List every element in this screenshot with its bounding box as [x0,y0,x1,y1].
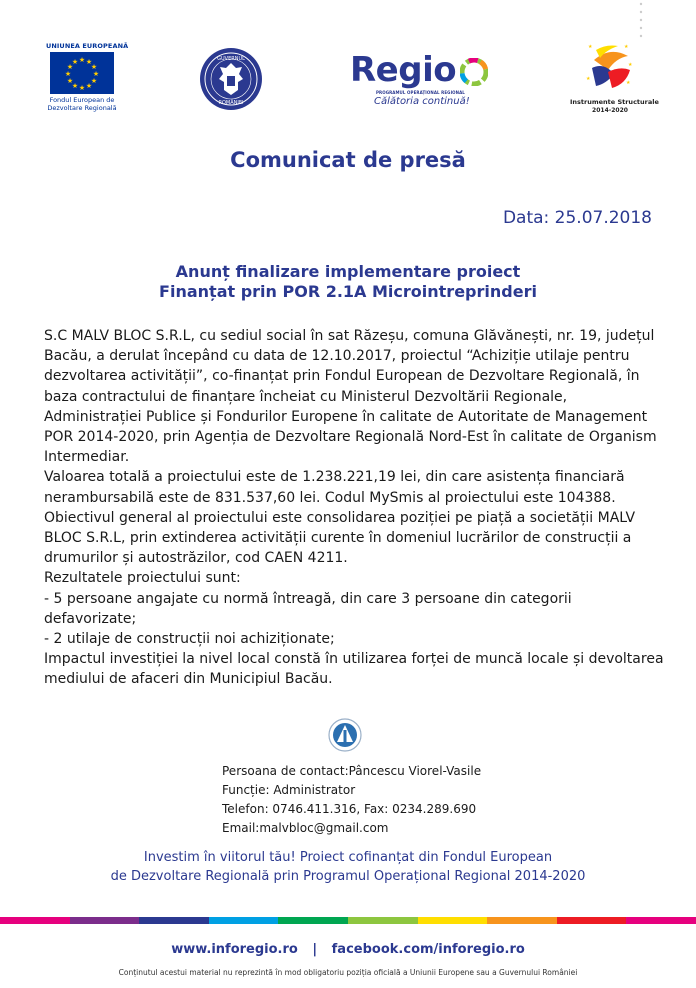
announcement-heading-line1: Anunț finalizare implementare proiect [175,262,521,281]
contact-phone: Telefon: 0746.411.316, Fax: 0234.289.690 [222,802,477,816]
contact-role: Funcție: Administrator [222,783,356,797]
paragraph-impact: Impactul investiției la nivel local constă în utilizarea forței de muncă locale și devoltarea mediului de afaceri din Municipiul Bacău. [44,651,664,688]
stripe-segment [278,917,348,924]
government-seal-top: GUVERNUL [217,56,245,62]
svg-text:★: ★ [588,44,593,50]
paragraph-result-equipment: - 2 utilaje de construcții noi achiziționate; [44,631,335,648]
regio-logo [350,52,490,110]
regio-wheel-icon [460,58,488,86]
announcement-heading-line2: Finanțat prin POR 2.1A Microintreprinderi [159,282,537,301]
stripe-segment [418,917,488,924]
regio-logo-tagline: Călătoria continuă! [374,96,470,107]
svg-text:★: ★ [628,62,633,68]
structural-instruments-label: Instrumente Structurale [570,98,659,106]
press-body [44,326,664,690]
facebook-link[interactable]: facebook.com/inforegio.ro [331,942,525,957]
svg-text:★: ★ [85,58,93,66]
svg-text:★: ★ [71,58,79,66]
svg-text:★: ★ [586,76,591,82]
stripe-segment [0,917,70,924]
eu-logo-fund-1: Fondul European de [49,96,115,104]
svg-text:★: ★ [64,70,72,78]
stripe-segment [487,917,557,924]
footer-separator: | [312,942,318,957]
footer-links [0,942,696,957]
page-title: Comunicat de presă [230,148,466,172]
stripe-segment [139,917,209,924]
svg-text:★: ★ [71,82,79,90]
svg-text:★: ★ [90,63,98,71]
funding-statement-line1: Investim în viitorul tău! Proiect cofinanțat din Fondul European [143,850,553,865]
svg-text:★: ★ [626,80,631,86]
structural-instruments-icon [586,40,634,96]
eu-logo [46,42,129,112]
color-stripe [0,917,696,924]
svg-text:★: ★ [90,77,98,85]
svg-text:★: ★ [624,44,629,50]
stripe-segment [348,917,418,924]
svg-text:★: ★ [78,56,86,64]
website-link[interactable]: www.inforegio.ro [171,942,298,957]
contact-person: Persoana de contact:Pâncescu Viorel-Vasile [222,764,482,778]
paragraph-project: S.C MALV BLOC S.R.L, cu sediul social în sat Răzeșu, comuna Glăvănești, nr. 19, județul Bacău, a derulat începând cu data de 12.10.2017, proiectul “Achiziție utilaje pentru dezvoltarea activității”, co-finanțat prin Fondul European de Dezvoltare Regională, în baza contractului de finanțare încheiat cu Ministerul Dezvoltării Regionale, Administrației Publice și Fondurilor Europene în calitate de Autoritate de Management POR 2014-2020, prin Agenția de Dezvoltare Regională Nord-Est în calitate de Organism Intermediar. [44,328,657,466]
paragraph-results-intro: Rezultatele proiectului sunt: [44,570,241,587]
regio-logo-subtitle: PROGRAMUL OPERAȚIONAL REGIONAL [376,90,465,95]
stripe-segment [70,917,140,924]
regio-logo-word: Regio [350,50,457,90]
svg-text:★: ★ [66,63,74,71]
contact-block [222,762,481,838]
stripe-segment [626,917,696,924]
stripe-segment [557,917,627,924]
eu-flag-icon [50,52,114,94]
structural-instruments-logo [570,40,659,116]
company-logo-icon [328,718,362,752]
svg-text:★: ★ [78,84,86,92]
eu-logo-fund-2: Dezvoltare Regională [47,104,117,112]
eu-logo-title: UNIUNEA EUROPEANĂ [46,42,129,50]
government-seal-icon [198,46,264,112]
structural-instruments-years: 2014-2020 [592,107,628,114]
funding-statement [0,848,696,886]
government-seal-bottom: ROMÂNIEI [218,100,244,106]
paragraph-value: Valoarea totală a proiectului este de 1.238.221,19 lei, din care asistența financiară nerambursabilă este de 831.537,60 lei. Codul MySmis al proiectului este 104388. [44,469,625,506]
funding-statement-line2: de Dezvoltare Regională prin Programul Operațional Regional 2014-2020 [110,869,586,884]
svg-text:★: ★ [92,70,100,78]
decorative-dots [638,0,644,42]
svg-text:★: ★ [85,82,93,90]
stripe-segment [209,917,279,924]
disclaimer: Conținutul acestui material nu reprezintă în mod obligatoriu poziția oficială a Uniunii Europene sau a Guvernului României [118,968,578,977]
paragraph-objective: Obiectivul general al proiectului este consolidarea poziției pe piață a societății MALV BLOC S.R.L, prin extinderea activității curente în domeniul lucrărilor de construcții a drumurilor și autostrăzilor, cod CAEN 4211. [44,509,636,567]
press-date: Data: 25.07.2018 [502,208,652,228]
svg-text:★: ★ [66,77,74,85]
contact-email[interactable]: Email:malvbloc@gmail.com [222,821,389,835]
paragraph-result-employees: - 5 persoane angajate cu normă întreagă, din care 3 persoane din categorii defavorizate; [44,590,572,627]
announcement-heading [0,262,696,302]
